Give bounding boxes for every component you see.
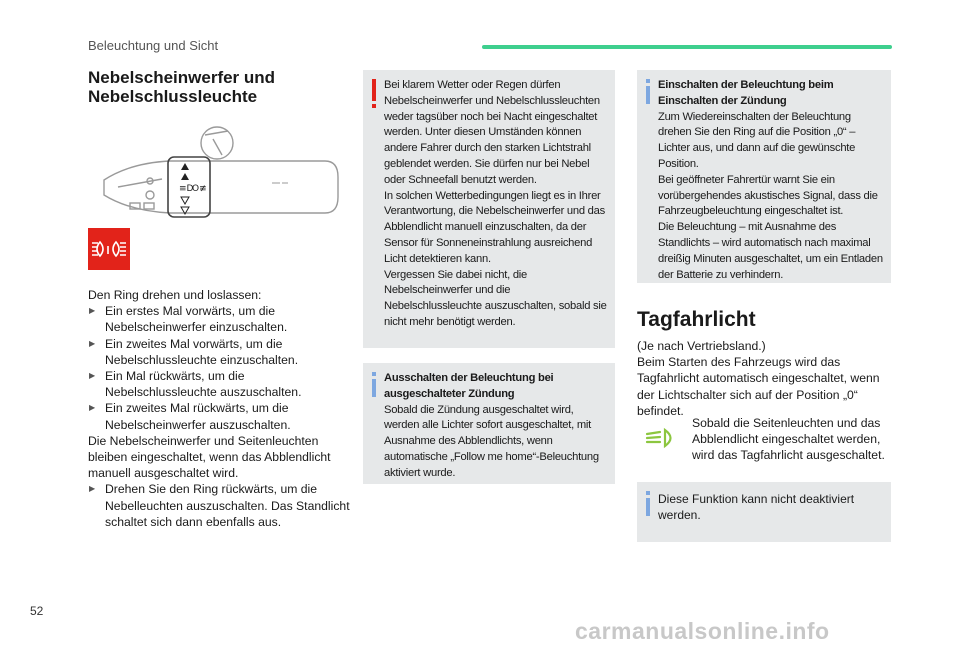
drl-text: Sobald die Seitenleuchten und das Abblendlicht eingeschaltet werden, wird das Tagfahrlicht ausgeschaltet. [692, 416, 885, 463]
fog-bullet: ▶ Ein zweites Mal rückwärts, um die Nebelscheinwerfer auszuschalten. [88, 400, 350, 432]
fog-title [88, 68, 348, 106]
info-icon [646, 86, 650, 104]
lights-on-info-box [637, 70, 891, 283]
page-number: 52 [30, 604, 44, 618]
fog-title-line1: Nebelscheinwerfer und [88, 68, 276, 87]
fog-title-line2: Nebelschlussleuchte [88, 87, 258, 106]
lights-on-title: Einschalten der Beleuchtung beim Einschalten der Zündung [658, 79, 834, 107]
warning-line: Vergessen Sie dabei nicht, die Nebelscheinwerfer und die Nebelschlussleuchte auszuschalten, sobald sie nicht mehr benötigt werden. [384, 268, 607, 328]
info-dot [646, 491, 650, 495]
info-dot [646, 79, 650, 83]
fog-instructions [88, 287, 350, 530]
fog-bullet: ▶ Ein Mal rückwärts, um die Nebelschlussleuchte auszuschalten. [88, 368, 350, 400]
header-accent-bar [482, 45, 892, 49]
drl-line: Beim Starten des Fahrzeugs wird das Tagfahrlicht automatisch eingeschaltet, wenn der Lichtschalter sich auf der Position „0“ befindet. [637, 355, 880, 418]
info-dot [372, 372, 376, 376]
warning-line: In solchen Wetterbedingungen liegt es in Ihrer Verantwortung, die Nebelscheinwerfer und das Abblendlicht manuell einzuschalten, da der Sensor für Sonneneinstrahlung ausreichend Licht detektieren kann. [384, 189, 605, 265]
warning-dot [372, 104, 376, 108]
fog-bullet: ▶ Ein zweites Mal vorwärts, um die Nebelschlussleuchte einzuschalten. [88, 336, 350, 368]
drl-title: Tagfahrlicht [637, 308, 756, 331]
svg-text:≡D: ≡D [179, 184, 194, 194]
warning-icon [372, 79, 376, 101]
lights-off-text [384, 371, 607, 482]
drl-intro [637, 338, 887, 419]
watermark: carmanualsonline.info [575, 618, 830, 644]
info-icon [372, 379, 376, 397]
lights-off-title: Ausschalten der Beleuchtung bei ausgeschalteter Zündung [384, 372, 554, 400]
drl-line: (Je nach Vertriebsland.) [637, 339, 766, 353]
warning-line: Bei klarem Wetter oder Regen dürfen Nebelscheinwerfer und Nebelschlussleuchten weder tagsüber noch bei Nacht eingeschaltet werden. Unter diesen Umständen können andere Fahrer durch den starken Lichtstrahl geblendet werden. Sie dürfen nur bei Nebel oder Schneefall benutzt werden. [384, 79, 600, 186]
lights-on-line: Bei geöffneter Fahrertür warnt Sie ein vorübergehendes akustisches Signal, dass die Fahrzeugbeleuchtung eingeschaltet ist. [658, 173, 878, 218]
drl-note-box [637, 482, 891, 542]
info-icon [646, 498, 650, 516]
warning-box [363, 70, 615, 348]
fog-bullet: ▶ Ein erstes Mal vorwärts, um die Nebelscheinwerfer einzuschalten. [88, 303, 350, 335]
fog-lights-icon [88, 228, 130, 270]
fog-intro: Den Ring drehen und loslassen: [88, 288, 262, 302]
lights-on-text [658, 78, 883, 283]
drl-note: Diese Funktion kann nicht deaktiviert werden. [658, 492, 855, 522]
fog-bullet: ▶ Drehen Sie den Ring rückwärts, um die Nebelleuchten auszuschalten. Das Standlicht schaltet sich dann ebenfalls aus. [88, 481, 350, 530]
section-title: Beleuchtung und Sicht [88, 38, 219, 53]
lights-off-info-box [363, 363, 615, 484]
fog-paragraph: Die Nebelscheinwerfer und Seitenleuchten bleiben eingeschaltet, wenn das Abblendlicht manuell ausgeschaltet wird. [88, 433, 331, 481]
daytime-running-light-icon [643, 426, 679, 450]
light-stalk-illustration [100, 115, 340, 227]
lights-on-line: Die Beleuchtung – mit Ausnahme des Standlichts – wird automatisch nach maximal dreißig Minuten ausgeschaltet, um ein Entladen der Batterie zu verhindern. [658, 221, 883, 281]
lights-on-line: Zum Wiedereinschalten der Beleuchtung drehen Sie den Ring auf die Position „0“ – Lichter aus, und dann auf die gewünschte Position. [658, 110, 856, 170]
lights-off-body: Sobald die Zündung ausgeschaltet wird, werden alle Lichter sofort ausgeschaltet, mit Ausnahme des Abblendlichts, wenn automatische „Follow me home“-Beleuchtung aktiviert wurde. [384, 403, 599, 479]
svg-text:O≢: O≢ [192, 184, 207, 194]
warning-text [384, 78, 607, 331]
